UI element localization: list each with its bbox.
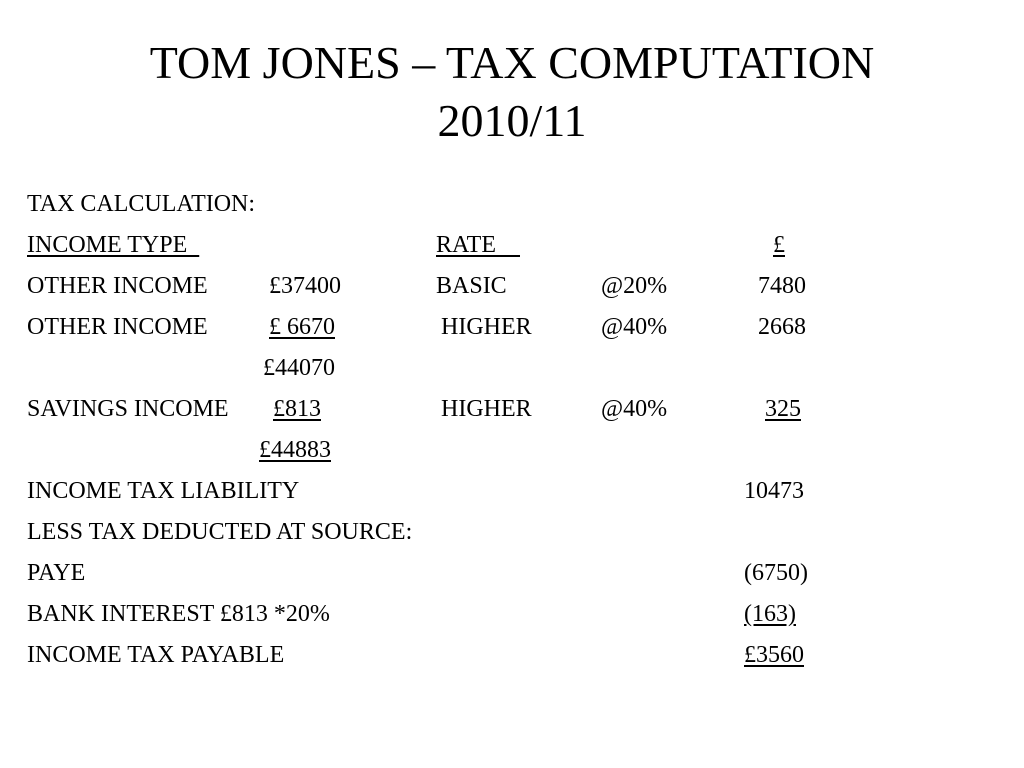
other-income-higher-tax: 2668 (758, 314, 806, 340)
subtotal-2: £44883 (259, 437, 331, 463)
savings-income-band: HIGHER (441, 396, 532, 422)
income-tax-liability-label: INCOME TAX LIABILITY (27, 478, 300, 504)
savings-income-rate: @40% (601, 396, 668, 422)
paye-label: PAYE (27, 560, 86, 586)
other-income-higher-amount: £ 6670 (269, 314, 335, 340)
section-heading: TAX CALCULATION: (27, 191, 256, 217)
header-income-type: INCOME TYPE (27, 232, 200, 258)
other-income-higher-band: HIGHER (441, 314, 532, 340)
title-line-1: TOM JONES – TAX COMPUTATION (149, 37, 875, 88)
subtotal-1: £44070 (263, 355, 335, 381)
less-tax-deducted-heading: LESS TAX DEDUCTED AT SOURCE: (27, 519, 413, 545)
header-rate: RATE (436, 232, 520, 258)
income-tax-payable-label: INCOME TAX PAYABLE (27, 642, 285, 668)
header-currency: £ (773, 232, 785, 258)
title-line-2: 2010/11 (437, 95, 587, 146)
other-income-basic-amount: £37400 (269, 273, 341, 299)
bank-interest-label: BANK INTEREST £813 *20% (27, 601, 330, 627)
other-income-higher-label: OTHER INCOME (27, 314, 208, 340)
savings-income-tax: 325 (765, 396, 801, 422)
other-income-basic-label: OTHER INCOME (27, 273, 208, 299)
income-tax-payable-value: £3560 (744, 642, 804, 668)
income-tax-liability-value: 10473 (744, 478, 804, 504)
savings-income-label: SAVINGS INCOME (27, 396, 229, 422)
paye-value: (6750) (744, 560, 808, 586)
bank-interest-value: (163) (744, 601, 796, 627)
other-income-basic-tax: 7480 (758, 273, 806, 299)
other-income-basic-rate: @20% (601, 273, 668, 299)
page-title (0, 34, 1024, 150)
other-income-basic-band: BASIC (436, 273, 507, 299)
savings-income-amount: £813 (273, 396, 321, 422)
other-income-higher-rate: @40% (601, 314, 668, 340)
